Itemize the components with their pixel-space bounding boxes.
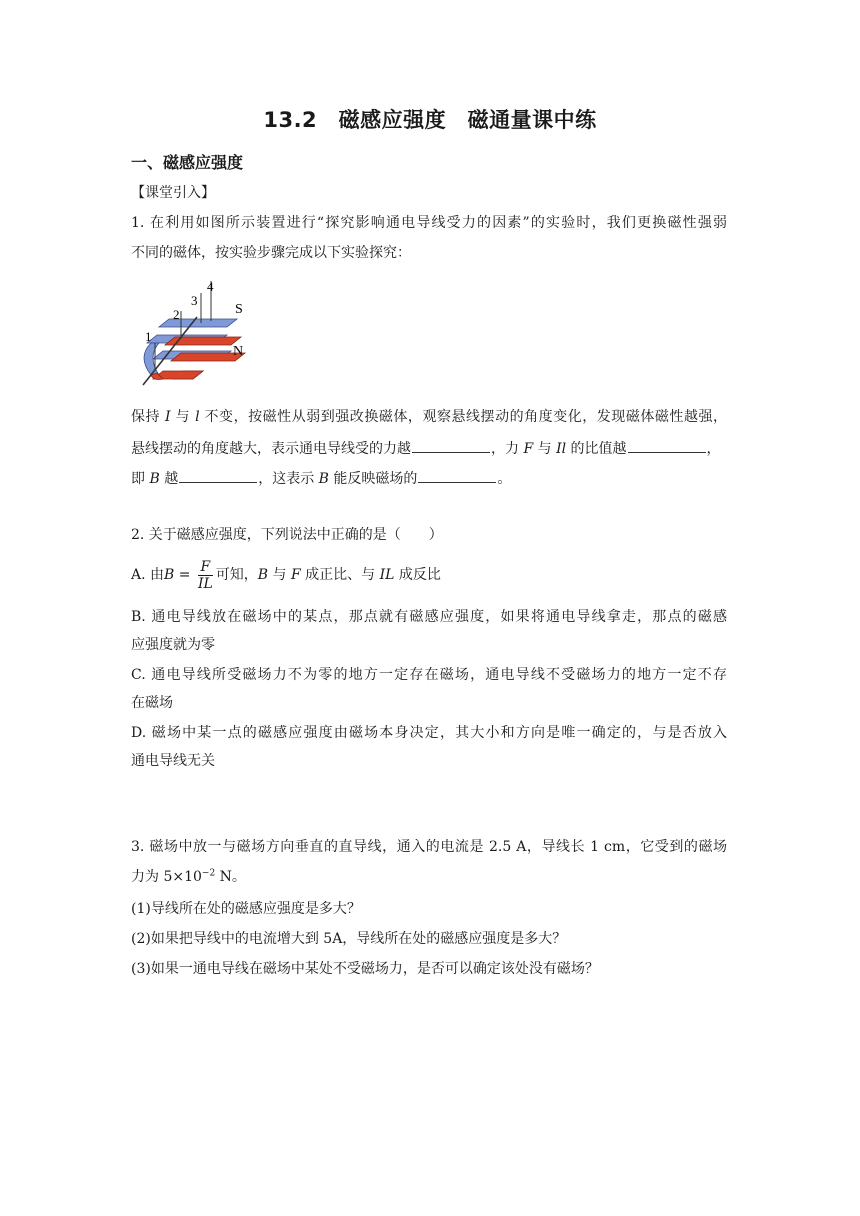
answer-blank-2[interactable]	[628, 438, 706, 453]
q1-stem-line2: 不同的磁体，按实验步骤完成以下实验探究：	[131, 245, 411, 261]
q3-sub-1: (1)导线所在处的磁感应强度是多大？	[131, 901, 361, 917]
q3-stem-line2: 力为 $5\times 10^{-2}$ N。	[131, 868, 246, 885]
q3-sub-2: (2)如果把导线中的电流增大到 5A，导线所在处的磁感应强度是多大？	[131, 931, 567, 947]
label-wire-2: 2	[173, 307, 180, 322]
q2-option-c-line2: 在磁场	[131, 695, 173, 711]
answer-blank-4[interactable]	[418, 468, 496, 483]
label-wire-4: 4	[207, 279, 214, 294]
q3-stem-line1: 3. 磁场中放一与磁场方向垂直的直导线，通入的电流是 2.5 A，导线长 1 cm，它受到的磁场	[131, 839, 727, 855]
q1-paragraph-line3: 即 B 越 ，这表示 B 能反映磁场的 。	[131, 468, 511, 490]
intro-tag: 【课堂引入】	[131, 185, 215, 201]
magnet-apparatus-figure	[137, 277, 247, 389]
q2-stem: 2. 关于磁感应强度，下列说法中正确的是（ ）	[131, 527, 443, 543]
q1-paragraph-line1: 保持 I 与 l 不变，按磁性从弱到强改换磁体，观察悬线摆动的角度变化，发现磁体磁性越强，	[131, 409, 727, 425]
page-title: 13.2 磁感应强度 磁通量课中练	[263, 108, 597, 132]
label-south: S	[235, 302, 243, 317]
q2-option-d-line1: D. 磁场中某一点的磁感应强度由磁场本身决定，其大小和方向是唯一确定的，与是否放入	[131, 725, 727, 741]
q2-option-a: A. 由B = $\frac{F}{IL}$ 可知，B 与 F 成正比、与 IL 成反比	[131, 558, 441, 592]
q3-sub-3: (3)如果一通电导线在磁场中某处不受磁场力，是否可以确定该处没有磁场？	[131, 961, 599, 977]
label-wire-1: 1	[145, 329, 152, 344]
section-heading: 一、磁感应强度	[131, 153, 244, 172]
answer-blank-3[interactable]	[179, 468, 257, 483]
q2-option-b-line2: 应强度就为零	[131, 637, 215, 653]
q2-option-d-line2: 通电导线无关	[131, 753, 215, 769]
q2-option-b-line1: B. 通电导线放在磁场中的某点，那点就有磁感应强度，如果将通电导线拿走，那点的磁感	[131, 609, 727, 625]
label-north: N	[233, 344, 244, 359]
answer-blank-1[interactable]	[412, 438, 490, 453]
q2-option-c-line1: C. 通电导线所受磁场力不为零的地方一定存在磁场，通电导线不受磁场力的地方一定不存	[131, 667, 727, 683]
magnet-s-plate-1	[159, 319, 237, 327]
label-wire-3: 3	[191, 293, 198, 308]
q1-stem-line1: 1. 在利用如图所示装置进行“探究影响通电导线受力的因素”的实验时，我们更换磁性强弱	[131, 215, 727, 231]
formula-fraction: $\frac{F}{IL}$	[197, 558, 213, 592]
q1-paragraph-line2: 悬线摆动的角度越大，表示通电导线受的力越 ，力 F 与 Il 的比值越 ，	[131, 438, 721, 460]
